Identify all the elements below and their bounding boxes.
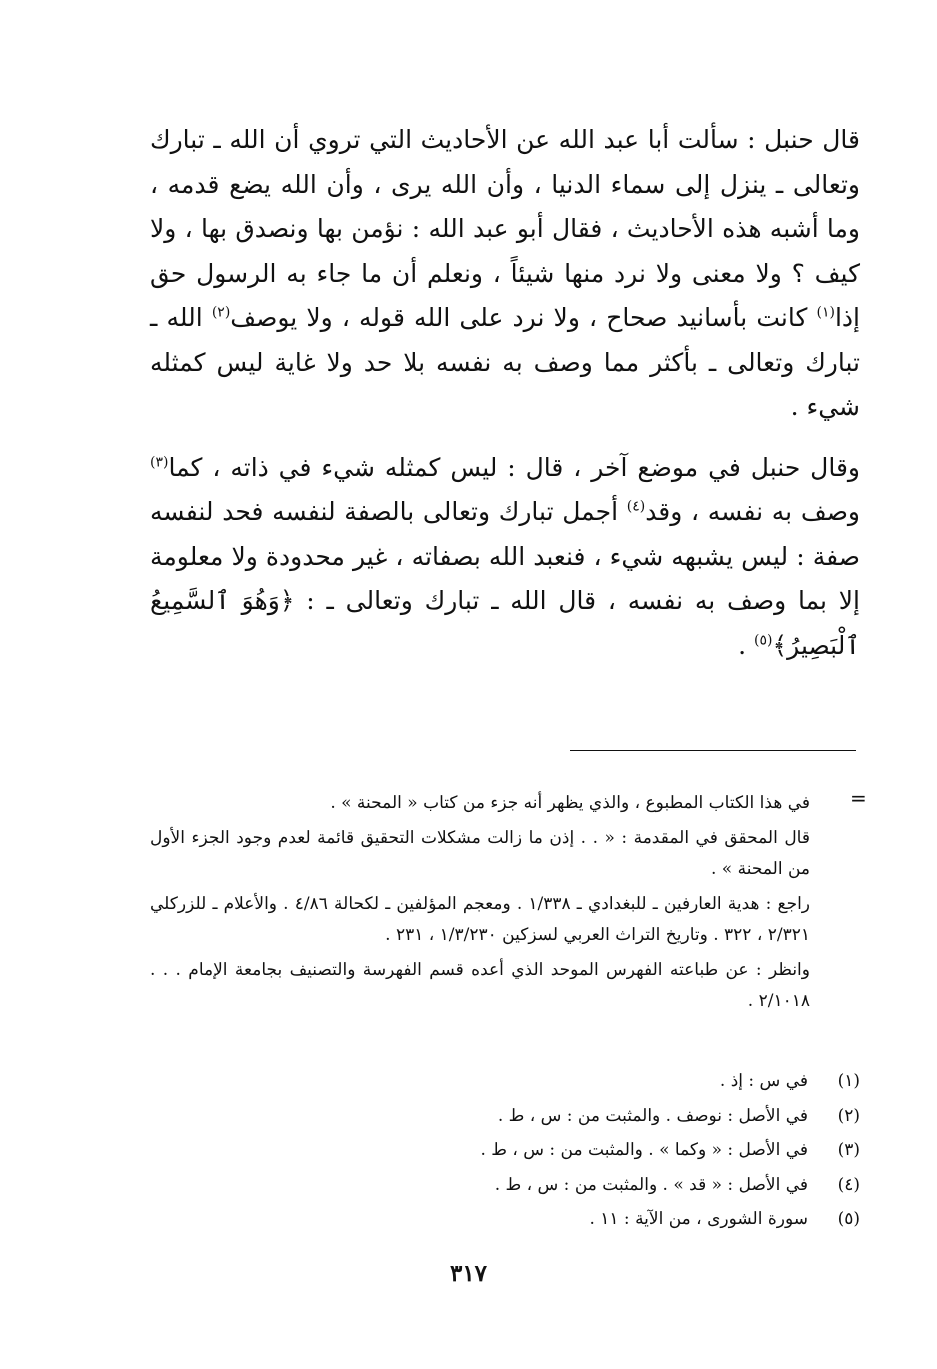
quran-verse: ﴿وَهُوَ ٱلسَّمِيعُ ٱلْبَصِيرُ﴾	[150, 586, 860, 660]
footnote-reference[interactable]: (٥)	[754, 632, 773, 649]
paragraph-text: .	[738, 630, 755, 660]
footnote-reference[interactable]: (١)	[816, 304, 835, 321]
footnote-item	[150, 1099, 860, 1134]
footnote-separator	[570, 750, 856, 751]
continued-footnote	[150, 788, 810, 1021]
note-paragraph: في هذا الكتاب المطبوع ، والذي يظهر أنه جزء من كتاب « المحنة » .	[330, 793, 810, 813]
footnote-reference[interactable]: (٢)	[211, 304, 231, 321]
footnote-text: في الأصل : نوصف . والمثبت من : س ، ط .	[497, 1105, 808, 1126]
main-text	[150, 118, 860, 668]
footnote-list	[150, 1064, 860, 1237]
paragraph-text: الله ـ تبارك وتعالى ـ بأكثر مما وصف به نفسه بلا حد ولا غاية ليس كمثله شيء .	[150, 303, 860, 421]
note-paragraph: قال المحقق في المقدمة : « . . إذن ما زالت مشكلات التحقيق قائمة لعدم وجود الجزء الأول من المحنة » .	[150, 828, 810, 879]
main-paragraph	[150, 446, 860, 669]
paragraph-text: وقال حنبل في موضع آخر ، قال : ليس كمثله شيء في ذاته ، كما	[168, 452, 860, 482]
note-paragraph: وانظر : عن طباعته الفهرس الموحد الذي أعده قسم الفهرسة والتصنيف بجامعة الإمام . . . ٢/١٠١٨ .	[150, 960, 810, 1011]
footnote-reference[interactable]: (٤)	[626, 498, 646, 515]
footnote-number: (١)	[837, 1071, 860, 1091]
footnote-item	[150, 1202, 860, 1237]
footnote-number: (٢)	[837, 1105, 860, 1126]
footnote-item	[150, 1133, 860, 1168]
main-paragraph	[150, 118, 860, 430]
footnote-number: (٤)	[837, 1174, 860, 1195]
note-paragraph: راجع : هدية العارفين ـ للبغدادي ـ ١/٣٣٨ . ومعجم المؤلفين ـ لكحالة ٤/٨٦ . والأعلام ـ للزركلي ٢/٣٢١ ، ٣٢٢ . وتاريخ التراث العربي لسزكين ١/٣/٢٣٠ ، ٢٣١ .	[150, 894, 811, 945]
paragraph-text: أجمل تبارك وتعالى بالصفة لنفسه فحد لنفسه صفة : ليس يشبهه شيء ، فنعبد الله بصفاته ، غير محدودة ولا معلومة إلا بما وصف به نفسه ، قال الله ـ تبارك وتعالى ـ :	[150, 497, 861, 615]
footnote-number: (٥)	[837, 1209, 860, 1229]
footnote-text: سورة الشورى ، من الآية : ١١ .	[589, 1209, 808, 1229]
footnote-item	[150, 1168, 860, 1203]
paragraph-text: وصف به نفسه ، وقد	[645, 497, 860, 526]
footnote-item	[150, 1064, 860, 1099]
paragraph-text: كانت بأسانيد صحاح ، ولا نرد على الله قوله ، ولا يوصف	[230, 303, 817, 332]
footnote-text: في الأصل : « قد » . والمثبت من : س ، ط .	[494, 1174, 808, 1195]
footnote-number: (٣)	[837, 1140, 860, 1160]
continuation-mark: =	[850, 786, 867, 810]
footnote-text: في س : إذ .	[719, 1071, 808, 1091]
page-number: ٣١٧	[449, 1260, 488, 1287]
paragraph-text: قال حنبل : سألت أبا عبد الله عن الأحاديث التي تروي أن الله ـ تبارك وتعالى ـ ينزل إلى سماء الدنيا ، وأن الله يرى ، وأن الله يضع قدمه ، وما أشبه هذه الأحاديث ، فقال أبو عبد الله : نؤمن بها ونصدق بها ، ولا كيف ؟ ولا معنى ولا نرد منها شيئاً ، ونعلم أن ما جاء به الرسول حق إذا	[150, 125, 860, 332]
footnote-text: في الأصل : « وكما » . والمثبت من : س ، ط .	[480, 1140, 808, 1160]
footnote-reference[interactable]: (٣)	[150, 454, 169, 471]
